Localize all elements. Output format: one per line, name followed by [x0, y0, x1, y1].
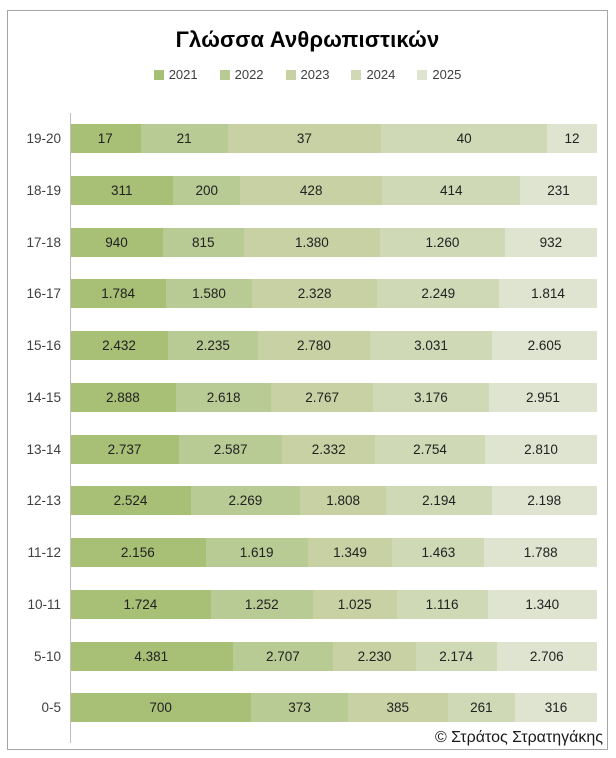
bar-track	[70, 124, 597, 153]
legend-swatch-icon	[417, 70, 427, 80]
legend-swatch-icon	[351, 70, 361, 80]
bar-segment-2021: 2.524	[70, 486, 191, 515]
bar-segment-2025: 231	[520, 176, 597, 205]
bar-segment-2023: 1.349	[308, 538, 393, 567]
category-label: 12-13	[26, 493, 61, 509]
bar-segment-2022: 21	[141, 124, 228, 153]
bar-segment-2024: 2.249	[377, 279, 498, 308]
bar-segment-2025: 1.340	[488, 590, 597, 619]
bar-segment-2024: 40	[381, 124, 547, 153]
chart-row-5-10	[8, 642, 597, 694]
copyright-credit: © Στράτος Στρατηγάκης	[434, 729, 603, 746]
bar-segment-2025: 2.605	[492, 331, 597, 360]
bar-segment-2023: 2.332	[282, 435, 375, 464]
legend-label: 2024	[366, 67, 396, 82]
bar-track	[70, 642, 597, 671]
bar-track	[70, 435, 597, 464]
y-axis-line	[70, 113, 71, 743]
bar-segment-2024: 1.260	[380, 228, 505, 257]
bar-segment-2023: 1.808	[300, 486, 387, 515]
legend-item-2025	[417, 67, 461, 82]
bar-segment-2024: 3.031	[370, 331, 492, 360]
bar-segment-2024: 1.116	[397, 590, 488, 619]
legend-swatch-icon	[220, 70, 230, 80]
category-label: 15-16	[26, 338, 61, 353]
bar-segment-2022: 2.707	[233, 642, 333, 671]
bar-segment-2023: 2.780	[258, 331, 370, 360]
bar-segment-2024: 2.754	[375, 435, 485, 464]
category-label: 17-18	[26, 234, 61, 250]
chart-row-19-20	[8, 124, 597, 176]
bar-segment-2025: 2.198	[492, 486, 597, 515]
bar-segment-2023: 2.230	[333, 642, 416, 671]
bar-track	[70, 279, 597, 308]
bar-segment-2022: 2.587	[179, 435, 282, 464]
category-label: 11-12	[27, 545, 61, 560]
chart-title: Γλώσσα Ανθρωπιστικών	[175, 27, 440, 52]
bar-segment-2025: 316	[515, 693, 597, 722]
bar-segment-2025: 2.951	[489, 383, 597, 412]
bar-segment-2022: 2.269	[191, 486, 300, 515]
bar-segment-2021: 940	[70, 228, 163, 257]
bar-segment-2024: 3.176	[373, 383, 489, 412]
category-label: 0-5	[41, 700, 61, 716]
category-label: 19-20	[26, 131, 61, 146]
bar-segment-2021: 2.156	[70, 538, 206, 567]
bar-segment-2023: 1.025	[313, 590, 397, 619]
bar-segment-2023: 385	[348, 693, 448, 722]
bar-track	[70, 176, 597, 205]
chart-row-10-11	[8, 590, 597, 642]
bar-segment-2022: 2.235	[168, 331, 258, 360]
bar-segment-2025: 2.706	[497, 642, 597, 671]
bar-segment-2025: 2.810	[485, 435, 597, 464]
chart-row-18-19	[8, 176, 597, 228]
chart-row-15-16	[8, 331, 597, 383]
legend-item-2022	[220, 67, 264, 82]
bar-track	[70, 228, 597, 257]
legend-label: 2025	[432, 67, 462, 82]
bar-segment-2025: 1.788	[484, 538, 597, 567]
bar-track	[70, 590, 597, 619]
category-label: 14-15	[26, 389, 61, 405]
legend-swatch-icon	[154, 70, 164, 80]
legend-item-2024	[351, 67, 395, 82]
bar-track	[70, 486, 597, 515]
legend-label: 2023	[300, 67, 330, 82]
bar-segment-2023: 2.328	[252, 279, 378, 308]
bar-segment-2024: 414	[382, 176, 520, 205]
bar-segment-2021: 4.381	[70, 642, 233, 671]
bar-segment-2021: 311	[70, 176, 173, 205]
legend-item-2023	[286, 67, 330, 82]
legend	[8, 67, 607, 82]
bar-segment-2021: 2.432	[70, 331, 168, 360]
bar-segment-2022: 373	[251, 693, 348, 722]
plot-area	[8, 124, 597, 745]
legend-item-2021	[154, 67, 198, 82]
bar-segment-2021: 2.737	[70, 435, 179, 464]
chart-row-12-13	[8, 486, 597, 538]
bar-segment-2025: 1.814	[499, 279, 597, 308]
bar-segment-2024: 1.463	[392, 538, 484, 567]
bar-segment-2024: 261	[448, 693, 516, 722]
chart-frame	[7, 10, 608, 750]
bar-segment-2021: 2.888	[70, 383, 176, 412]
chart-row-17-18	[8, 228, 597, 280]
bar-track	[70, 693, 597, 722]
category-label: 5-10	[33, 648, 61, 664]
bar-segment-2021: 1.724	[70, 590, 211, 619]
bar-segment-2022: 1.580	[166, 279, 251, 308]
bar-segment-2021: 17	[70, 124, 141, 153]
bar-segment-2022: 1.619	[206, 538, 308, 567]
bar-track	[70, 331, 597, 360]
bar-segment-2021: 700	[70, 693, 251, 722]
legend-swatch-icon	[286, 70, 296, 80]
bar-segment-2022: 200	[173, 176, 240, 205]
category-label: 10-11	[27, 596, 61, 612]
bar-segment-2022: 1.252	[211, 590, 313, 619]
bar-track	[70, 383, 597, 412]
chart-row-11-12	[8, 538, 597, 590]
bar-segment-2023: 37	[228, 124, 382, 153]
bar-segment-2022: 2.618	[176, 383, 272, 412]
bar-segment-2021: 1.784	[70, 279, 166, 308]
bar-segment-2024: 2.174	[416, 642, 497, 671]
legend-label: 2022	[234, 67, 264, 82]
bar-track	[70, 538, 597, 567]
bar-segment-2023: 1.380	[244, 228, 381, 257]
bar-segment-2025: 932	[505, 228, 597, 257]
chart-row-16-17	[8, 279, 597, 331]
bar-segment-2022: 815	[163, 228, 244, 257]
bar-segment-2024: 2.194	[386, 486, 491, 515]
category-label: 18-19	[26, 182, 61, 198]
chart-row-13-14	[8, 435, 597, 487]
category-label: 16-17	[26, 286, 61, 302]
bar-segment-2023: 2.767	[271, 383, 372, 412]
bar-segment-2025: 12	[547, 124, 597, 153]
legend-label: 2021	[168, 67, 198, 82]
category-label: 13-14	[26, 441, 61, 457]
chart-row-14-15	[8, 383, 597, 435]
plot-rows	[8, 124, 597, 745]
bar-segment-2023: 428	[240, 176, 382, 205]
